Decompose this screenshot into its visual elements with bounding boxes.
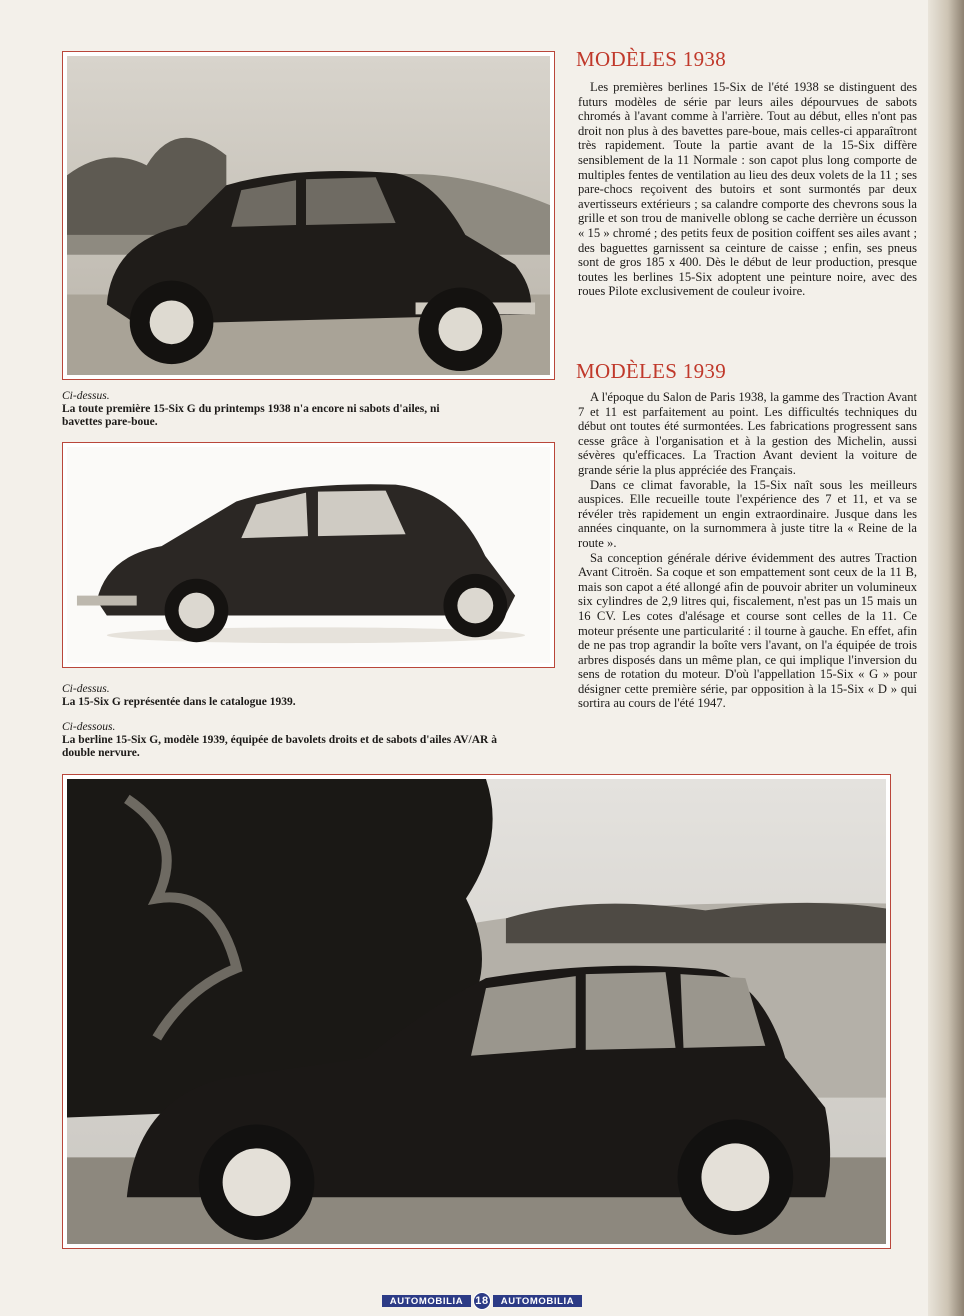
paragraph: Les premières berlines 15-Six de l'été 1938 se distinguent des futurs modèles de série par leurs ailes dépourvues de sabots chromés à l'avant comme à l'arrière. Tout au début, elles n'ont pas droit non plus à des bavettes pare-boue, mais celles-ci apparaîtront très rapidement. Toute la partie avant de la 15-Six diffère sensiblement de la 11 Normale : son capot plus long comporte de multiples fentes de ventilation au lieu des deux volets de la 11 ; ses pare-chocs reçoivent des butoirs et sont surmontés par deux avertisseurs extérieurs ; sa calandre comporte des chevrons sous la grille et son trou de manivelle oblong se cache derrière un écusson « 15 » chromé ; des petits feux de position coiffent ses ailes avant ; des baguettes garnissent sa ceinture de caisse ; enfin, ses pneus sont de gros 185 x 400. Dès le début de leur production, presque toutes les berlines 15-Six adoptent une peinture noire, avec des roues Pilote exclusivement de couleur ivoire. [578,80,917,299]
photo-frame-middle [62,442,555,668]
section-heading-1939: MODÈLES 1939 [576,359,727,383]
section-body-1939 [578,390,917,711]
caption-middle-text: La 15-Six G représentée dans le catalogue 1939. [62,696,296,708]
footer-brand-left: AUTOMOBILIA [382,1295,471,1307]
section-heading-1938: MODÈLES 1938 [576,47,727,71]
paragraph: Dans ce climat favorable, la 15-Six naît sous les meilleurs auspices. Elle recueille toute l'expérience des 7 et 11, et va se révéler très rapidement un engin extraordinaire. Jusque dans les années cinquante, on la surnommera à juste titre la « Reine de la route ». [578,477,917,550]
caption-bottom [62,721,522,760]
caption-top-intro: Ci-dessus. [62,390,110,402]
caption-top [62,390,482,429]
photo-frame-bottom [62,774,891,1249]
caption-middle-intro: Ci-dessus. [62,683,110,695]
photo-car-1939-with-passengers [67,779,886,1244]
section-body-1938 [578,80,917,299]
photo-car-catalogue-1939 [67,447,550,663]
caption-bottom-text: La berline 15-Six G, modèle 1939, équipée de bavolets droits et de sabots d'ailes AV/AR à double nervure. [62,734,497,759]
page-number: 18 [473,1292,491,1310]
paragraph: A l'époque du Salon de Paris 1938, la gamme des Traction Avant 7 et 11 est parfaitement au point. Les difficultés techniques du début ont toutes été surmontées. Les fabrications progressent sans cesse grâce à l'organisation et à la gestion des Michelin, aussi sévères qu'efficaces. La Traction Avant devient la voiture de grande série la plus appréciée des Français. [578,390,917,477]
caption-bottom-intro: Ci-dessous. [62,721,116,733]
footer-brand-right: AUTOMOBILIA [493,1295,582,1307]
caption-top-text: La toute première 15-Six G du printemps 1938 n'a encore ni sabots d'ailes, ni bavettes pare-boue. [62,403,440,428]
page-binding-edge [928,0,964,1316]
photo-car-1938-outdoor [67,56,550,375]
page-footer [382,1294,582,1308]
photo-frame-top [62,51,555,380]
caption-middle [62,683,482,709]
paragraph: Sa conception générale dérive évidemment des autres Traction Avant Citroën. Sa coque et son empattement sont ceux de la 11 B, mais son capot a été allongé afin de pouvoir abriter un volumineux six cylindres de 2,9 litres qui, fiscalement, n'est pas un 15 mais un 16 CV. Les cotes d'alésage et course sont celles de la 11. Ce moteur présente une particularité : il tourne à gauche. En effet, afin de ne pas trop agrandir la boîte vers l'avant, on l'a équipée de trois arbres disposés dans un même plan, ce qui implique l'inversion du sens de rotation du moteur. D'où l'appellation 15-Six « G » pour désigner cette première série, par opposition à la 15-Six « D » qui sortira au cours de l'été 1947. [578,550,917,711]
